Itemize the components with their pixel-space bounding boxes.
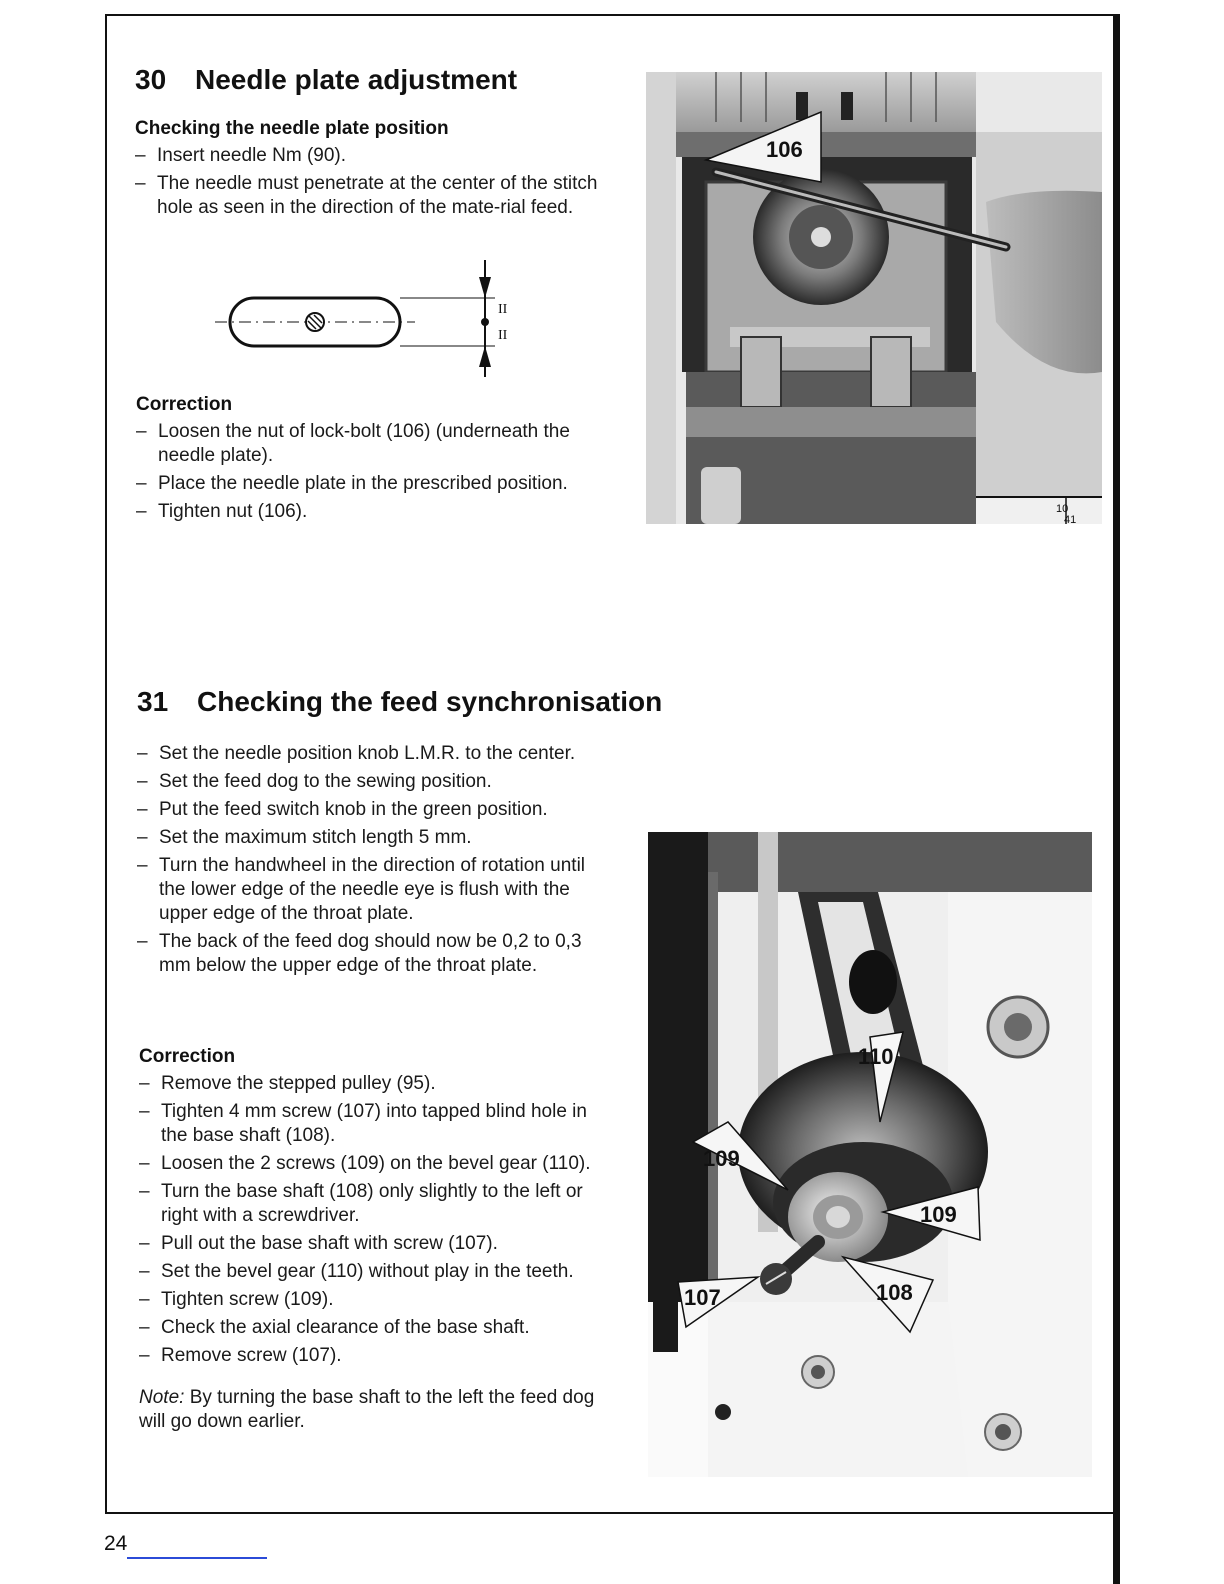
- list-item: – Turn the base shaft (108) only slightly to the left or right with a screwdriver.: [139, 1180, 599, 1228]
- note: [139, 1386, 599, 1434]
- section-title-text: Checking the feed synchronisation: [197, 686, 663, 717]
- correction-heading: Correction: [139, 1046, 236, 1067]
- section-30-title: [135, 64, 605, 96]
- list-item: – Tighten nut (106).: [136, 500, 606, 524]
- section-number: 30: [135, 64, 167, 95]
- list-item: – Tighten 4 mm screw (107) into tapped blind hole in the base shaft (108).: [139, 1100, 599, 1148]
- needle-plate-photo: [646, 72, 1102, 524]
- section-31-correction: [139, 1046, 599, 1434]
- list-item: – Place the needle plate in the prescribed position.: [136, 472, 606, 496]
- callout-107: 107: [684, 1285, 721, 1310]
- list-item: – Pull out the base shaft with screw (107).: [139, 1232, 599, 1256]
- section-31: [137, 686, 663, 718]
- callout-106: 106: [766, 137, 803, 162]
- list-item: – Set the maximum stitch length 5 mm.: [137, 826, 597, 850]
- list-item: – Insert needle Nm (90).: [135, 144, 605, 168]
- section-number: 31: [137, 686, 169, 717]
- page-number: 24: [104, 1532, 128, 1555]
- list-item: – Set the bevel gear (110) without play in the teeth.: [139, 1260, 599, 1284]
- arrow-down: [479, 277, 491, 298]
- correction-steps: [139, 1072, 599, 1368]
- note-label: Note:: [139, 1387, 185, 1408]
- list-item: – Loosen the 2 screws (109) on the bevel gear (110).: [139, 1152, 599, 1176]
- list-item: – Remove screw (107).: [139, 1344, 599, 1368]
- arrow-up: [479, 346, 491, 367]
- check-steps: [135, 144, 605, 220]
- list-item: – Check the axial clearance of the base shaft.: [139, 1316, 599, 1340]
- stitch-hole-diagram: [215, 255, 515, 380]
- page-number-underline: [127, 1557, 267, 1559]
- list-item: – Put the feed switch knob in the green position.: [137, 798, 597, 822]
- needle-plate: [676, 72, 976, 132]
- correction-heading: Correction: [136, 394, 233, 415]
- equal-mark: II: [498, 328, 508, 343]
- page-binding-edge: [1113, 14, 1120, 1584]
- scale-label: 10: [1056, 503, 1069, 515]
- section-30: [135, 64, 605, 224]
- callout-108: 108: [876, 1280, 913, 1305]
- page-frame-bottom: [105, 1512, 1115, 1514]
- list-item: – Turn the handwheel in the direction of rotation until the lower edge of the needle eye is flush with the upper edge of the throat plate.: [137, 854, 597, 926]
- list-item: – The back of the feed dog should now be 0,2 to 0,3 mm below the upper edge of the throat plate.: [137, 930, 597, 978]
- section-30-correction: [136, 394, 606, 528]
- bevel-gear-photo: [648, 832, 1092, 1477]
- note-text: By turning the base shaft to the left the feed dog will go down earlier.: [139, 1387, 595, 1432]
- list-item: – Set the feed dog to the sewing position.: [137, 770, 597, 794]
- section-title-text: Needle plate adjustment: [195, 64, 518, 95]
- list-item: – Set the needle position knob L.M.R. to the center.: [137, 742, 597, 766]
- list-item: – The needle must penetrate at the center of the stitch hole as seen in the direction of the mate-rial feed.: [135, 172, 605, 220]
- equal-mark: II: [498, 302, 508, 317]
- check-heading: Checking the needle plate position: [135, 118, 449, 139]
- page-frame-left: [105, 14, 107, 1514]
- page-margin-right: [1120, 0, 1224, 1584]
- scale-label: 41: [1064, 514, 1077, 524]
- list-item: – Tighten screw (109).: [139, 1288, 599, 1312]
- callout-109-right: 109: [920, 1202, 957, 1227]
- frame-bar: [648, 832, 708, 1302]
- section-31-steps: [137, 742, 597, 982]
- section-31-title: [137, 686, 663, 718]
- page-frame-top: [105, 14, 1115, 16]
- callout-110: 110: [858, 1044, 894, 1069]
- list-item: – Loosen the nut of lock-bolt (106) (underneath the needle plate).: [136, 420, 606, 468]
- callout-109-left: 109: [703, 1146, 740, 1171]
- sync-steps: [137, 742, 597, 978]
- list-item: – Remove the stepped pulley (95).: [139, 1072, 599, 1096]
- correction-steps: [136, 420, 606, 524]
